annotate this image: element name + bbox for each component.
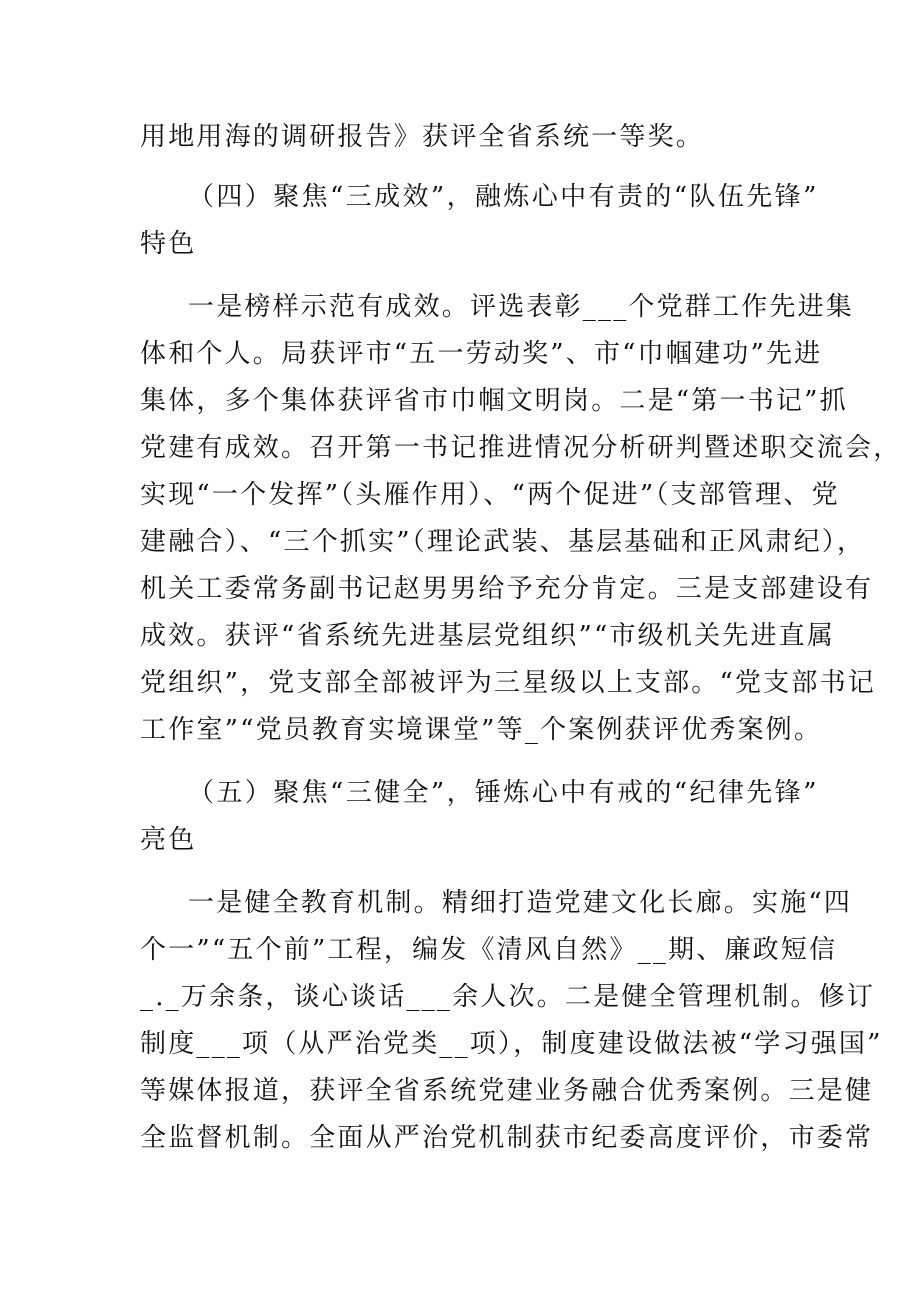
paragraph-line: 成效。获评“省系统先进基层党组织”“市级机关先进直属	[140, 621, 836, 651]
paragraph-line: 建融合）、“三个抓实”（理论武装、基层基础和正风肃纪），	[140, 527, 866, 557]
section-heading-4-cont: 特色	[140, 229, 197, 259]
paragraph-line: 集体，多个集体获评省市巾帼文明岗。二是“第一书记”抓	[140, 386, 848, 416]
paragraph-line: 党组织”，党支部全部被评为三星级以上支部。“党支部书记	[140, 668, 876, 698]
paragraph-line: 工作室”“党员教育实境课堂”等_个案例获评优秀案例。	[140, 715, 823, 745]
paragraph-line: 体和个人。局获评市“五一劳动奖”、市“巾帼建功”先进	[140, 339, 823, 369]
paragraph-line: 一是健全教育机制。精细打造党建文化长廊。实施“四	[188, 888, 853, 918]
paragraph-line: 党建有成效。召开第一书记推进情况分析研判暨述职交流会，	[140, 433, 902, 463]
section-heading-4: （四）聚焦“三成效”，融炼心中有责的“队伍先锋”	[188, 182, 819, 212]
paragraph-line: 用地用海的调研报告》获评全省系统一等奖。	[140, 122, 705, 152]
paragraph-line: _._万余条，谈心谈话___余人次。二是健全管理机制。修订	[140, 982, 876, 1012]
paragraph-line: 个一”“五个前”工程，编发《清风自然》__期、廉政短信	[140, 935, 838, 965]
section-heading-5-cont: 亮色	[140, 825, 197, 855]
paragraph-line: 制度___项（从严治党类__项），制度建设做法被“学习强国”	[140, 1029, 883, 1059]
paragraph-line: 等媒体报道，获评全省系统党建业务融合优秀案例。三是健	[140, 1076, 874, 1106]
paragraph-line: 实现“一个发挥”（头雁作用）、“两个促进”（支部管理、党	[140, 480, 840, 510]
paragraph-line: 一是榜样示范有成效。评选表彰___个党群工作先进集	[188, 292, 855, 322]
section-heading-5: （五）聚焦“三健全”，锤炼心中有戒的“纪律先锋”	[188, 778, 819, 808]
paragraph-line: 机关工委常务副书记赵男男给予充分肯定。三是支部建设有	[140, 574, 874, 604]
paragraph-line: 全监督机制。全面从严治党机制获市纪委高度评价，市委常	[140, 1123, 874, 1153]
